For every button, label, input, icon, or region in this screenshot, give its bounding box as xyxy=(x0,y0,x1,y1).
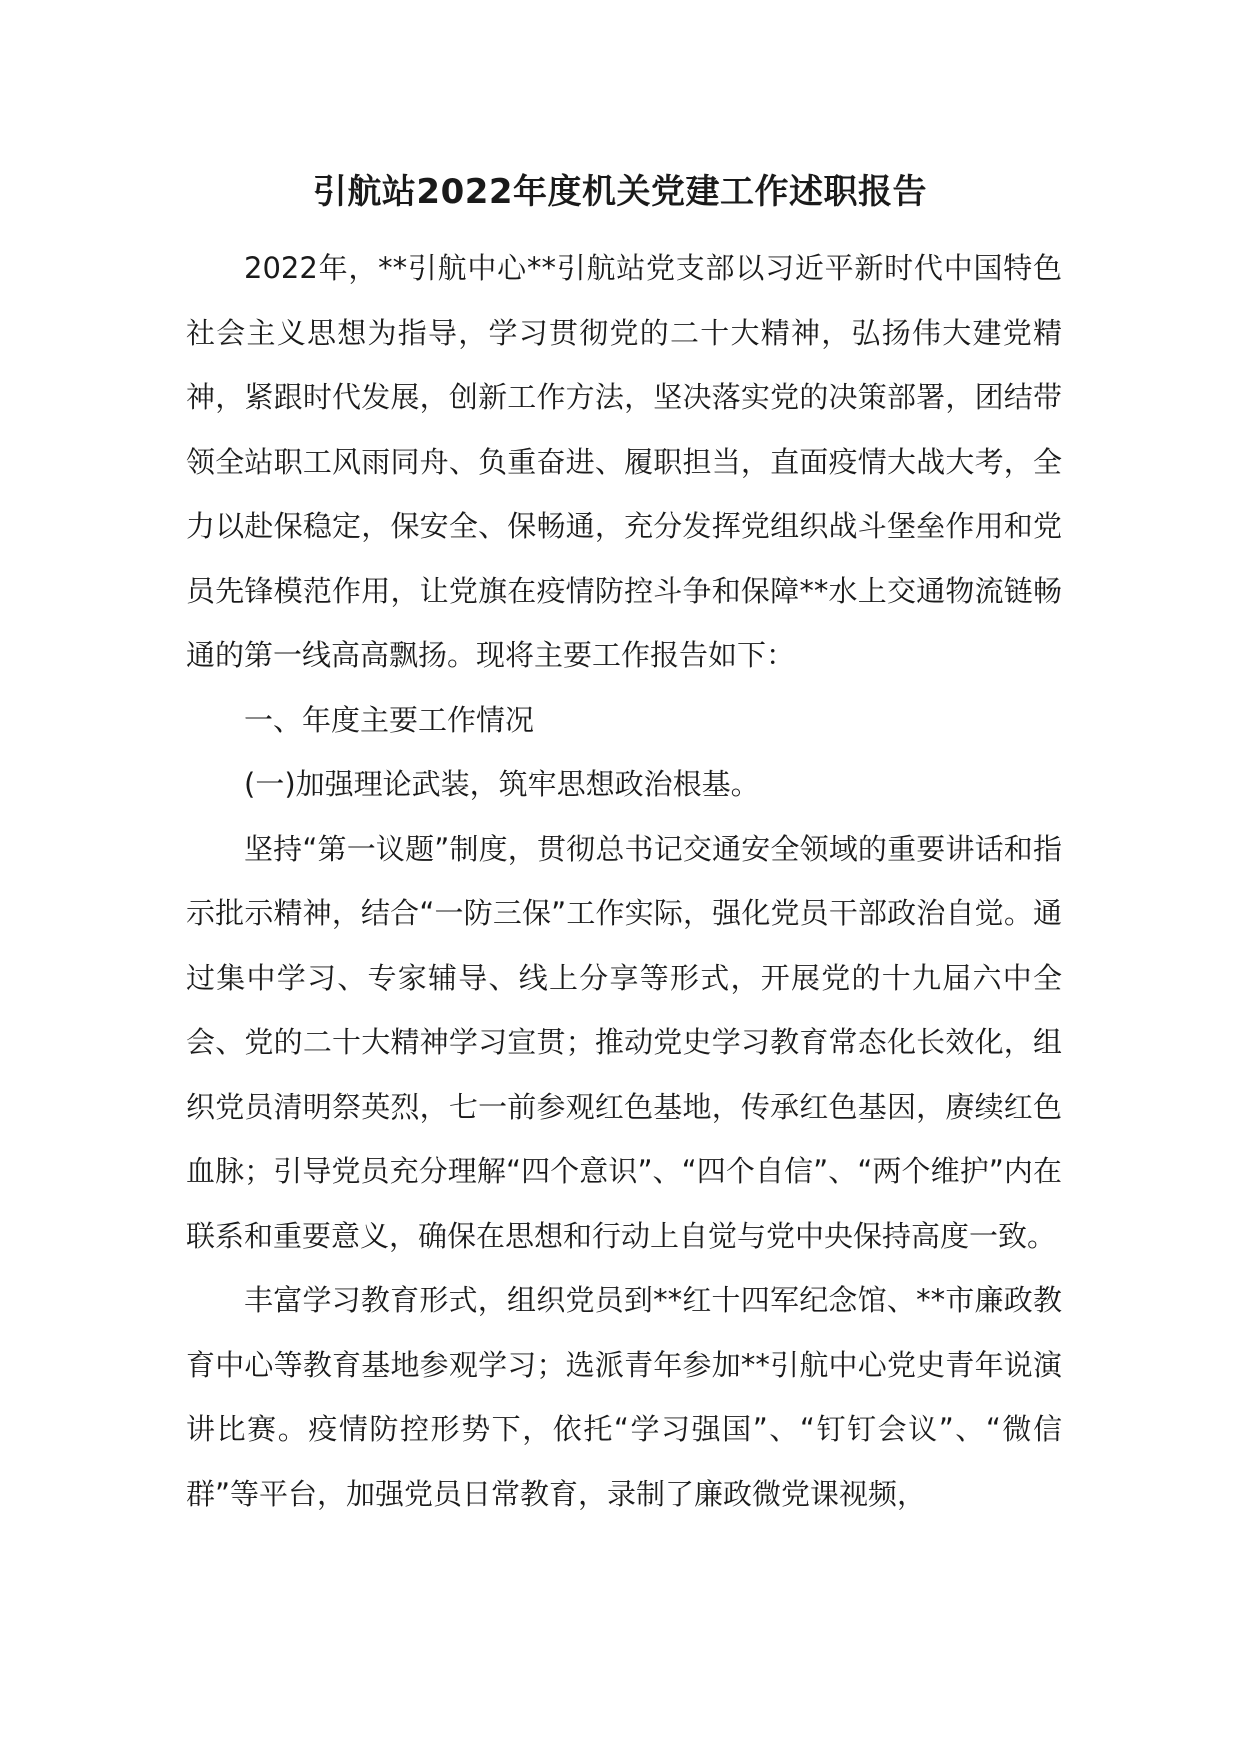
document-title: 引航站2022年度机关党建工作述职报告 xyxy=(312,172,928,212)
paragraph-intro: 2022年，**引航中心**引航站党支部以习近平新时代中国特色社会主义思想为指导，学习贯彻党的二十大精神，弘扬伟大建党精神，紧跟时代发展，创新工作方法，坚决落实党的决策部署，团结带领全站职工风雨同舟、负重奋进、履职担当，直面疫情大战大考，全力以赴保稳定，保安全、保畅通，充分发挥党组织战斗堡垒作用和党员先锋模范作用，让党旗在疫情防控斗争和保障**水上交通物流链畅通的第一线高高飘扬。现将主要工作报告如下： xyxy=(186,251,1062,672)
subsection-heading-1: (一)加强理论武装，筑牢思想政治根基。 xyxy=(244,767,760,801)
paragraph-theory-study: 坚持“第一议题”制度，贯彻总书记交通安全领域的重要讲话和指示批示精神，结合“一防三保”工作实际，强化党员干部政治自觉。通过集中学习、专家辅导、线上分享等形式，开展党的十九届六中全会、党的二十大精神学习宣贯；推动党史学习教育常态化长效化，组织党员清明祭英烈，七一前参观红色基地，传承红色基因，赓续红色血脉；引导党员充分理解“四个意识”、“四个自信”、“两个维护”内在联系和重要意义，确保在思想和行动上自觉与党中央保持高度一致。 xyxy=(186,831,1062,1253)
paragraph-education-forms: 丰富学习教育形式，组织党员到**红十四军纪念馆、**市廉政教育中心等教育基地参观学习；选派青年参加**引航中心党史青年说演讲比赛。疫情防控形势下，依托“学习强国”、“钉钉会议”、“微信群”等平台，加强党员日常教育，录制了廉政微党课视频， xyxy=(186,1283,1062,1511)
document-body xyxy=(186,236,1062,1526)
section-heading-1: 一、年度主要工作情况 xyxy=(244,702,535,737)
